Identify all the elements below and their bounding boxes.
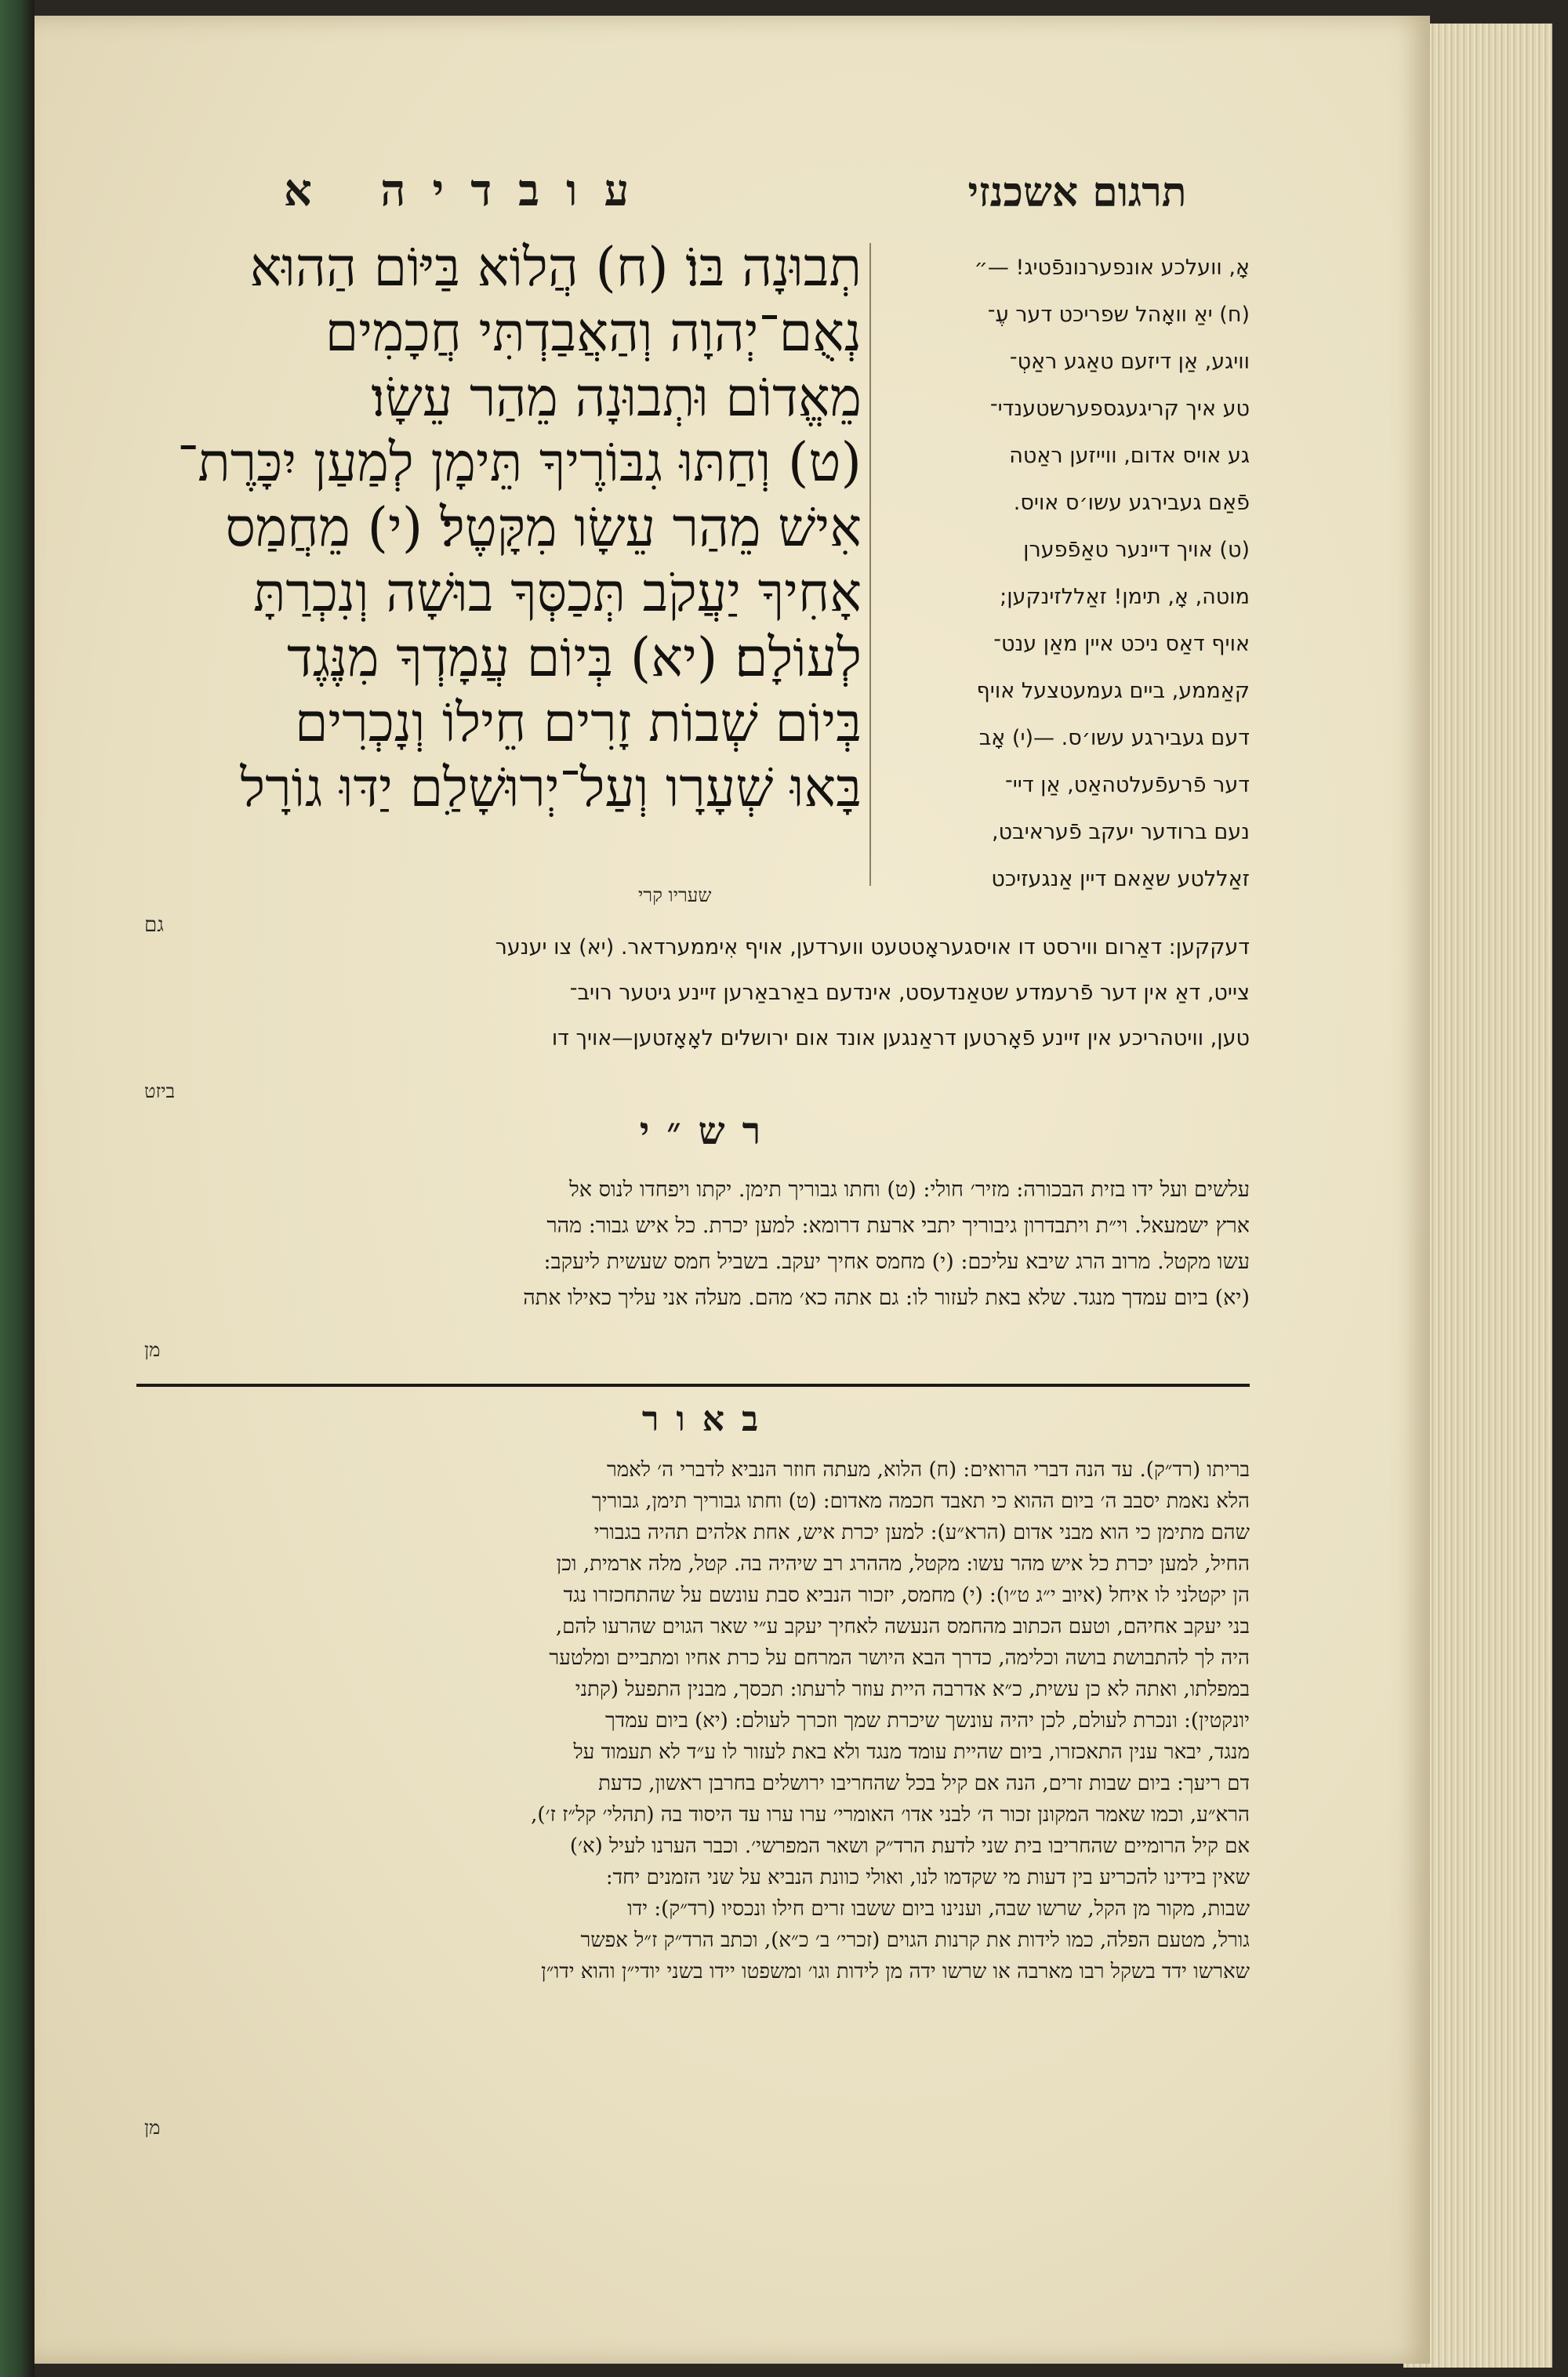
targum-line: אָ, וועלכע אונפערנונפֿטיג! —״ — [974, 256, 1250, 280]
biur-catchword: מן — [144, 2117, 161, 2139]
rashi-line: (יא) ביום עמדך מנגד. שלא באת לעזור לו: גם אתה כא׳ מהם. מעלה אני עליך כאילו אתה — [523, 1286, 1250, 1310]
rashi-line: עשו מקטל. מרוב הרג שיבא עליכם: (י) מחמס אחיך יעקב. בשביל חמס שעשית ליעקב: — [543, 1250, 1250, 1274]
biur-title: באור — [641, 1399, 776, 1439]
targum-line: גע אויס אדום, ווייזען ראַטה — [1009, 444, 1250, 468]
hebrew-line: בְּיוֹם שְׁבוֹת זָרִים חֵילוֹ וְנָכְרִים — [295, 692, 862, 754]
biur-line: גורל, מטעם הפלה, כמו לידות את קרנות הגוים (זכרי׳ ב׳ כ״א), וכתב הרד״ק ז״ל אפשר — [580, 1929, 1250, 1952]
catchword-gam: גם — [144, 913, 164, 937]
book-page — [34, 16, 1430, 2364]
targum-column — [889, 245, 1250, 903]
biur-line: במפלתו, ואתה לא כן עשית, כ״א אדרבה היית עוזר לרעתו: תכסך, מבנין התפעל (קתני — [575, 1678, 1250, 1701]
biur-line: החיל, למען יכרת כל איש מהר עשו: מקטל, מההרג רב שיהיה בה. קטל, מלה ארמית, וכן — [556, 1552, 1250, 1576]
hebrew-line: מֵאֱדוֹם וּתְבוּנָה מֵהַר עֵשָׂו׃ — [371, 367, 862, 429]
hebrew-line: נְאֻם־יְהוָה וְהַאֲבַדְתִּי חֲכָמִים — [325, 302, 862, 364]
page-title: עובדיה א — [283, 165, 656, 216]
targum-wide-line: דעקקען: דאַרום ווירסט דו אויסגעראָטטעט ווערדען, אויף אִיממערדאר. (יא) צו יענער — [495, 935, 1250, 960]
targum-line: דעם געבירגע עשו׳ס. —(י) אָב — [978, 726, 1250, 750]
targum-line: טע איך קריגעגספערשטענדי־ — [989, 397, 1250, 421]
biur-line: בריתו (רד״ק). עד הנה דברי הרואים: (ח) הלוא, מעתה חוזר הנביא לדברי ה׳ לאמר — [606, 1458, 1250, 1482]
targum-line: וויגע, אַן דיזעם טאַגע ראַטְ־ — [1009, 350, 1250, 374]
targum-line: מוטה, אָ, תימן! זאַללזינקען; — [1000, 585, 1250, 609]
biur-line: שהם מתימן כי הוא מבני אדום (הרא״ע): למען יכרת איש, אחת אלהים תהיה בגבורי — [593, 1521, 1250, 1544]
targum-line: פֿאַם געבירגע עשו׳ס אויס. — [1013, 491, 1250, 515]
targum-line: קאַממע, ביים געמעטצעל אויף — [976, 679, 1250, 703]
biur-line: הלא נאמת יסבב ה׳ ביום ההוא כי תאבד חכמה מאדום: (ט) וחתו גבוריך תימן, גבוריך — [591, 1490, 1250, 1513]
biur-line: בני יעקב אחיהם, וטעם הכתוב מהחמס הנעשה לאחיך יעקב ע״י שאר הגוים שהרעו להם, — [555, 1615, 1250, 1638]
section-rule — [136, 1384, 1250, 1387]
targum-line: זאַללטע שאַאם דיין אַנגעזיכט — [991, 867, 1250, 891]
biur-line: מנגד, יבאר ענין התאכזרו, ביום שהיית עומד מנגד ולא באת לעזור לו ע״ד לא תעמוד על — [573, 1740, 1250, 1764]
biur-line: דם ריעך: ביום שבות זרים, הנה אם קיל בכל שהחריבו ירושלים בחרבן ראשון, כדעת — [598, 1772, 1250, 1795]
rashi-line: עלשים ועל ידו בזית הבכורה: מזיר׳ חולי: (ט) וחתו גבוריך תימן. יקתו ויפחדו לנוס אל — [569, 1178, 1250, 1202]
biur-line: הן יקטלני לו איחל (איוב י״ג ט״ו): (י) מחמס, יזכור הנביא סבת עונשם על שהתחכזרו נגד — [563, 1584, 1250, 1607]
targum-wide-block — [136, 925, 1250, 1061]
biur-line: הרא״ע, וכמו שאמר המקונן זכור ה׳ לבני אדו׳ האומרי׳ ערו ערו עד היסוד בה (תהלי׳ קל״ז ז׳), — [531, 1803, 1250, 1827]
hebrew-line: בָּאוּ שְׁעָרָו וְעַל־יְרוּשָׁלִַם יַדּוּ גוֹרָל — [240, 757, 862, 819]
hebrew-line: אָחִיךָ יַעֲקֹב תְּכַסְּךָ בוּשָׁה וְנִכְרַתָּ — [252, 562, 862, 624]
biur-line: יונקטין): ונכרת לעולם, לכן יהיה עונשך שיכרת שמך וזכרך לעולם: (יא) ביום עמדך — [604, 1709, 1250, 1733]
targum-catchword: ביזט — [144, 1080, 176, 1102]
book-cover-edge — [0, 0, 34, 2377]
biur-commentary — [136, 1454, 1250, 1987]
targum-line: אויף דאַס ניכט איין מאַן ענט־ — [993, 632, 1250, 656]
biur-line: אם קיל הרומיים שהחריבו בית שני לדעת הרד״ק ושאר המפרשי׳. וכבר הערנו לעיל (א׳) — [569, 1834, 1250, 1858]
targum-line: (ט) אויך דיינער טאַפֿפערן — [1023, 538, 1250, 562]
targum-title: תרגום אשכנזי — [967, 169, 1187, 216]
hebrew-line: (ט) וְחַתּוּ גִבּוֹרֶיךָ תֵּימָן לְמַעַן יִכָּרֶת־ — [177, 432, 862, 494]
column-divider — [869, 243, 871, 886]
targum-line: נעם ברודער יעקב פֿעראיבט, — [992, 820, 1250, 844]
hebrew-line: תְבוּנָה בּוֹ׃ (ח) הֲלוֹא בַּיּוֹם הַהוּא — [249, 237, 862, 299]
targum-wide-line: צייט, דאַ אין דער פֿרעמדע שטאַנדעסט, אינדעם באַרבאַרען זיינע גיטער רויב־ — [569, 981, 1250, 1005]
targum-wide-line: טען, וויטהריכע אין זיינע פֿאָרטען דראַנגען אונד אום ירושלים לאָאָזטען—אויך דו — [551, 1026, 1250, 1051]
targum-line: (ח) יאַ וואָהל שפריכט דער עֶ־ — [987, 303, 1250, 327]
rashi-commentary — [136, 1172, 1250, 1316]
hebrew-line: לְעוֹלָם׃ (יא) בְּיוֹם עֲמָדְךָ מִנֶּגֶד — [287, 627, 862, 689]
hebrew-text-column — [93, 235, 862, 821]
hebrew-line: אִישׁ מֵהַר עֵשָׂו מִקָּטֶל׃ (י) מֵחֲמַס — [225, 497, 862, 559]
biur-line: שאין בידינו להכריע בין דעות מי שקדמו לנו, ואולי כוונת הנביא על שני הזמנים יחד: — [605, 1866, 1250, 1889]
rashi-catchword: מן — [144, 1339, 161, 1361]
targum-line: דער פֿרעפֿעלטהאַט, אַן דיי־ — [1005, 773, 1250, 797]
rashi-line: ארץ ישמעאל. וי״ת ויתבדרון גיבוריך יתבי ארעת דרומא: למען יכרת. כל איש גבור: מהר — [546, 1214, 1250, 1238]
biur-line: היה לך להתבושת בושה וכלימה, כדרך הבא היושר המרחם על כרת אחיו ומתביים ומלטער — [549, 1646, 1250, 1670]
qere-note: שעריו קרי — [638, 884, 712, 906]
biur-line: שארשו ידד בשקל רבו מארבה או שרשו ידה מן לידות וגו׳ ומשפטו יידו בשני יודי״ן והוא ידו״ן — [541, 1960, 1250, 1983]
biur-line: שבות, מקור מן הקל, שרשו שבה, וענינו ביום ששבו זרים חילו ונכסיו (רד״ק): ידו — [627, 1897, 1250, 1921]
rashi-title: רש״י — [639, 1109, 779, 1153]
